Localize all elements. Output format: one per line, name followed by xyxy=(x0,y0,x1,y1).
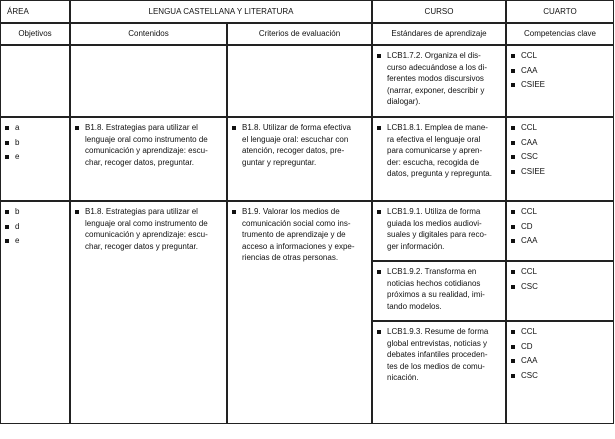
bullet-icon xyxy=(377,330,381,334)
header-curso-cell xyxy=(372,0,506,23)
bullet-icon xyxy=(377,210,381,214)
subheader-objetivos: Objetivos xyxy=(18,29,52,39)
bullet-icon xyxy=(5,225,9,229)
bullet-icon xyxy=(511,270,515,274)
bullet-icon xyxy=(5,141,9,145)
standard-text: LCB1.7.2. Organiza el dis- curso adecuándose a los di- ferentes modos discursivos (narrar, exponer, describir y dialogar). xyxy=(387,51,488,106)
row2-criterio-cell xyxy=(227,201,372,424)
bullet-icon xyxy=(377,126,381,130)
standard-text: LCB1.8.1. Emplea de mane- ra efectiva el lenguaje oral para comunicarse y apren- der: escucha, recogida de datos, pregunta y repregunta. xyxy=(387,123,492,178)
bullet-icon xyxy=(5,126,9,130)
row1-standard-cell xyxy=(372,117,506,201)
standard-text: LCB1.9.1. Utiliza de forma guiada los medios audiovi- suales y digitales para reco- ger información. xyxy=(387,207,487,251)
objetivo-item: a xyxy=(5,122,65,134)
row1-criterio-cell xyxy=(227,117,372,201)
header-cuarto-cell xyxy=(506,0,614,23)
bullet-icon xyxy=(511,126,515,130)
row0-criterio-cell xyxy=(227,45,372,117)
competencia-item: CSC xyxy=(511,370,609,382)
competencia-item: CD xyxy=(511,221,609,233)
subheader-objetivos-cell xyxy=(0,23,70,45)
subheader-competencias: Competencias clave xyxy=(523,29,597,39)
bullet-icon xyxy=(511,83,515,87)
objetivo-item: d xyxy=(5,221,65,233)
competencia-item: CAA xyxy=(511,137,609,149)
standard-text: LCB1.9.3. Resume de forma global entrevistas, noticias y debates infantiles proceden- tes de los medios de comu- nicación. xyxy=(387,327,489,382)
header-area: ÁREA xyxy=(7,6,29,16)
competencia-item: CSIEE xyxy=(511,166,609,178)
row1-contenido-cell xyxy=(70,117,227,201)
criterio-text: B1.8. Utilizar de forma efectiva el lenguaje oral: escuchar con atención, recoger datos, pre- guntar y repreguntar. xyxy=(242,123,351,167)
row2c-competencias-cell xyxy=(506,321,614,424)
bullet-icon xyxy=(511,141,515,145)
row1-competencias-cell xyxy=(506,117,614,201)
subheader-contenidos: Contenidos xyxy=(128,29,169,39)
objetivo-item: b xyxy=(5,206,65,218)
competencia-item: CCL xyxy=(511,122,609,134)
row0-objetivos-cell xyxy=(0,45,70,117)
criterio-item xyxy=(232,122,367,168)
subheader-competencias-cell xyxy=(506,23,614,45)
bullet-icon xyxy=(5,155,9,159)
bullet-icon xyxy=(511,210,515,214)
header-subject: LENGUA CASTELLANA Y LITERATURA xyxy=(148,6,294,16)
standard-item xyxy=(377,326,501,384)
subheader-contenidos-cell xyxy=(70,23,227,45)
bullet-icon xyxy=(511,345,515,349)
row2a-competencias-cell xyxy=(506,201,614,261)
bullet-icon xyxy=(511,359,515,363)
bullet-icon xyxy=(511,155,515,159)
header-area-cell xyxy=(0,0,70,23)
bullet-icon xyxy=(5,239,9,243)
row2c-standard-cell xyxy=(372,321,506,424)
row2a-standard-cell xyxy=(372,201,506,261)
bullet-icon xyxy=(377,54,381,58)
row0-competencias-cell xyxy=(506,45,614,117)
bullet-icon xyxy=(511,225,515,229)
header-curso: CURSO xyxy=(424,6,454,16)
subheader-estandares-cell xyxy=(372,23,506,45)
competencia-item: CCL xyxy=(511,326,609,338)
criterio-item xyxy=(232,206,367,264)
standard-item xyxy=(377,122,501,180)
competencia-item: CCL xyxy=(511,266,609,278)
contenido-item xyxy=(75,206,222,252)
competencia-item: CAA xyxy=(511,235,609,247)
competencia-item: CAA xyxy=(511,355,609,367)
competencia-item: CD xyxy=(511,341,609,353)
subheader-criterios-cell xyxy=(227,23,372,45)
row2b-competencias-cell xyxy=(506,261,614,321)
row1-objetivos-cell xyxy=(0,117,70,201)
row2-contenido-cell xyxy=(70,201,227,424)
objetivo-item: b xyxy=(5,137,65,149)
standard-text: LCB1.9.2. Transforma en noticias hechos cotidianos próximos a su realidad, imi- tando modelos. xyxy=(387,267,485,311)
subheader-criterios: Criterios de evaluación xyxy=(258,29,341,39)
bullet-icon xyxy=(511,285,515,289)
row2b-standard-cell xyxy=(372,261,506,321)
objetivo-item: e xyxy=(5,235,65,247)
competencia-item: CCL xyxy=(511,50,609,62)
criterio-text: B1.9. Valorar los medios de comunicación social como ins- trumento de aprendizaje y de acceso a informaciones y expe- riencias de otras personas. xyxy=(242,207,355,262)
header-subject-cell xyxy=(70,0,372,23)
standard-item xyxy=(377,206,501,252)
contenido-item xyxy=(75,122,222,168)
competencia-item: CCL xyxy=(511,206,609,218)
contenido-text: B1.8. Estrategias para utilizar el lenguaje oral como instrumento de comunicación y aprendizaje: escu- char, recoger datos, preguntar. xyxy=(85,123,208,167)
bullet-icon xyxy=(232,210,236,214)
contenido-text: B1.8. Estrategias para utilizar el lenguaje oral como instrumento de comunicación y aprendizaje: escu- char, recoger datos y preguntar. xyxy=(85,207,208,251)
standard-item xyxy=(377,50,501,108)
bullet-icon xyxy=(75,210,79,214)
row0-standard-cell xyxy=(372,45,506,117)
bullet-icon xyxy=(511,239,515,243)
subheader-estandares: Estándares de aprendizaje xyxy=(391,29,487,39)
standard-item xyxy=(377,266,501,312)
row0-contenido-cell xyxy=(70,45,227,117)
competencia-item: CSIEE xyxy=(511,79,609,91)
bullet-icon xyxy=(232,126,236,130)
competencia-item: CSC xyxy=(511,151,609,163)
bullet-icon xyxy=(5,210,9,214)
bullet-icon xyxy=(75,126,79,130)
row2-objetivos-cell xyxy=(0,201,70,424)
competencia-item: CAA xyxy=(511,65,609,77)
header-cuarto: CUARTO xyxy=(543,6,577,16)
bullet-icon xyxy=(511,374,515,378)
bullet-icon xyxy=(511,330,515,334)
competencia-item: CSC xyxy=(511,281,609,293)
bullet-icon xyxy=(511,170,515,174)
bullet-icon xyxy=(511,54,515,58)
objetivo-item: e xyxy=(5,151,65,163)
bullet-icon xyxy=(511,69,515,73)
bullet-icon xyxy=(377,270,381,274)
